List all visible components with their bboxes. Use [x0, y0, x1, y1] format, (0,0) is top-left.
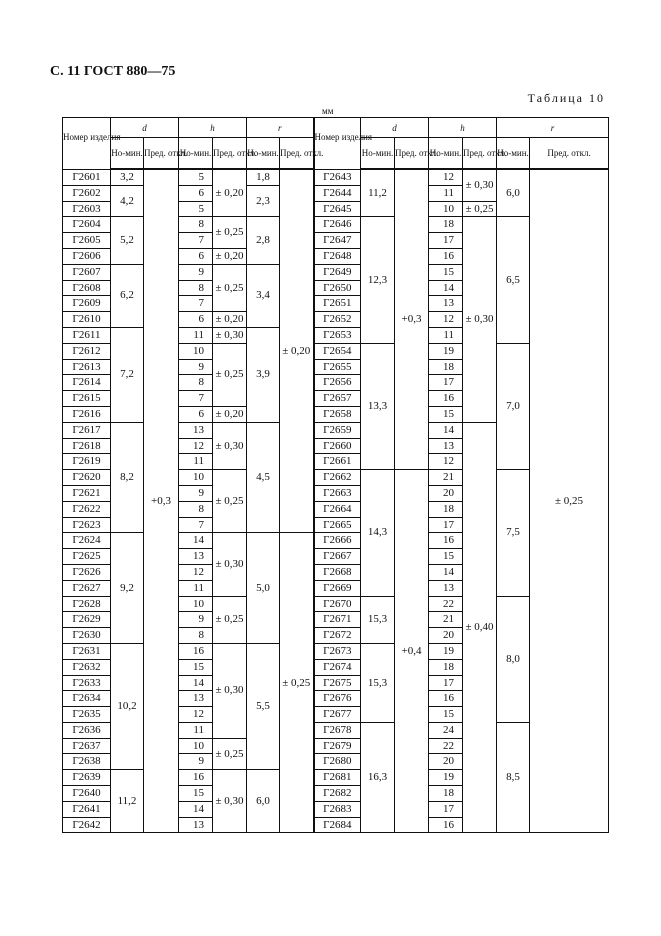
h-nominal: 11 [429, 327, 463, 343]
h-nominal: 7 [179, 517, 213, 533]
item-number: Г2662 [314, 470, 361, 486]
item-number: Г2668 [314, 564, 361, 580]
item-number: Г2620 [63, 470, 111, 486]
item-number: Г2656 [314, 375, 361, 391]
r-nom-cell: 7,5 [497, 470, 530, 596]
h-tol-cell: ± 0,30 [213, 422, 247, 469]
dimensions-table [62, 117, 609, 833]
item-number: Г2638 [63, 754, 111, 770]
h-nominal: 16 [179, 643, 213, 659]
h-tol-cell: ± 0,25 [213, 343, 247, 406]
h-nominal: 8 [179, 375, 213, 391]
item-number: Г2618 [63, 438, 111, 454]
item-number: Г2617 [63, 422, 111, 438]
item-number: Г2621 [63, 485, 111, 501]
h-nominal: 14 [429, 280, 463, 296]
h-nominal: 6 [179, 312, 213, 328]
h-nominal: 17 [429, 233, 463, 249]
h-tol-cell: ± 0,20 [213, 248, 247, 264]
item-number: Г2683 [314, 801, 361, 817]
item-number: Г2601 [63, 169, 111, 185]
item-number: Г2640 [63, 786, 111, 802]
h-nominal: 16 [179, 770, 213, 786]
h-nominal: 5 [179, 201, 213, 217]
header-tolerance: Пред. откл. [144, 138, 179, 170]
r-nom-cell: 8,5 [497, 722, 530, 833]
h-nominal: 9 [179, 264, 213, 280]
d-nom-cell: 10,2 [111, 643, 144, 769]
r-nom-cell: 5,5 [247, 643, 280, 769]
item-number: Г2623 [63, 517, 111, 533]
h-nominal: 9 [179, 754, 213, 770]
h-nominal: 21 [429, 612, 463, 628]
item-number: Г2614 [63, 375, 111, 391]
r-nom-cell: 3,9 [247, 327, 280, 422]
h-nominal: 18 [429, 217, 463, 233]
header-tolerance: Пред. откл. [280, 138, 314, 170]
item-number: Г2648 [314, 248, 361, 264]
item-number: Г2653 [314, 327, 361, 343]
item-number: Г2672 [314, 628, 361, 644]
item-number: Г2647 [314, 233, 361, 249]
item-number: Г2605 [63, 233, 111, 249]
r-tol-cell: ± 0,25 [280, 533, 314, 833]
h-nominal: 13 [429, 438, 463, 454]
h-nominal: 16 [429, 817, 463, 833]
h-nominal: 12 [429, 312, 463, 328]
h-tol-cell: ± 0,20 [213, 406, 247, 422]
d-nom-cell: 5,2 [111, 217, 144, 264]
item-number: Г2633 [63, 675, 111, 691]
h-nominal: 17 [429, 801, 463, 817]
item-number: Г2629 [63, 612, 111, 628]
header-tolerance: Пред. откл. [395, 138, 429, 170]
item-number: Г2630 [63, 628, 111, 644]
item-number: Г2642 [63, 817, 111, 833]
h-nominal: 11 [179, 454, 213, 470]
h-tol-cell: ± 0,25 [463, 201, 497, 217]
item-number: Г2682 [314, 786, 361, 802]
h-nominal: 8 [179, 628, 213, 644]
header-tolerance: Пред. откл. [530, 138, 609, 170]
item-number: Г2602 [63, 185, 111, 201]
item-number: Г2611 [63, 327, 111, 343]
item-number: Г2657 [314, 391, 361, 407]
h-nominal: 9 [179, 359, 213, 375]
item-number: Г2603 [63, 201, 111, 217]
r-tol-cell: ± 0,25 [530, 169, 609, 833]
h-nominal: 14 [429, 564, 463, 580]
h-tol-cell: ± 0,25 [213, 470, 247, 533]
h-nominal: 6 [179, 185, 213, 201]
d-nom-cell: 15,3 [361, 596, 395, 643]
item-number: Г2677 [314, 707, 361, 723]
h-nominal: 12 [429, 169, 463, 185]
d-tol-cell: +0,3 [144, 169, 179, 833]
h-nominal: 18 [429, 786, 463, 802]
item-number: Г2612 [63, 343, 111, 359]
item-number: Г2626 [63, 564, 111, 580]
item-number: Г2680 [314, 754, 361, 770]
header-nominal: Но-мин. [361, 138, 395, 170]
h-tol-cell: ± 0,30 [213, 643, 247, 738]
h-nominal: 17 [429, 375, 463, 391]
h-tol-cell: ± 0,30 [213, 770, 247, 833]
header-d-right: d [361, 118, 429, 138]
header-nominal: Но-мин. [247, 138, 280, 170]
h-tol-cell: ± 0,20 [213, 169, 247, 217]
h-tol-cell: ± 0,30 [213, 327, 247, 343]
h-tol-cell: ± 0,25 [213, 217, 247, 249]
r-nom-cell: 8,0 [497, 596, 530, 722]
h-tol-cell: ± 0,30 [213, 533, 247, 596]
d-nom-cell: 3,2 [111, 169, 144, 185]
h-nominal: 15 [429, 549, 463, 565]
h-nominal: 16 [429, 691, 463, 707]
item-number: Г2679 [314, 738, 361, 754]
item-number: Г2644 [314, 185, 361, 201]
item-number: Г2651 [314, 296, 361, 312]
r-nom-cell: 2,3 [247, 185, 280, 217]
h-nominal: 16 [429, 248, 463, 264]
item-number: Г2650 [314, 280, 361, 296]
r-nom-cell: 1,8 [247, 169, 280, 185]
h-nominal: 9 [179, 485, 213, 501]
header-d-left: d [111, 118, 179, 138]
h-nominal: 9 [179, 612, 213, 628]
item-number: Г2607 [63, 264, 111, 280]
item-number: Г2608 [63, 280, 111, 296]
d-tol-cell: +0,4 [395, 470, 429, 833]
h-nominal: 19 [429, 343, 463, 359]
h-nominal: 13 [429, 296, 463, 312]
item-number: Г2610 [63, 312, 111, 328]
item-number: Г2613 [63, 359, 111, 375]
h-nominal: 12 [429, 454, 463, 470]
h-nominal: 6 [179, 248, 213, 264]
h-nominal: 12 [179, 707, 213, 723]
item-number: Г2625 [63, 549, 111, 565]
item-number: Г2663 [314, 485, 361, 501]
item-number: Г2652 [314, 312, 361, 328]
item-number: Г2673 [314, 643, 361, 659]
header-number-right: Номер изделия [314, 118, 361, 170]
h-nominal: 13 [179, 549, 213, 565]
h-nominal: 19 [429, 643, 463, 659]
h-nominal: 10 [179, 738, 213, 754]
d-nom-cell: 4,2 [111, 185, 144, 217]
header-number-left: Номер изделия [63, 118, 111, 170]
item-number: Г2670 [314, 596, 361, 612]
h-nominal: 22 [429, 738, 463, 754]
item-number: Г2636 [63, 722, 111, 738]
h-nominal: 10 [179, 470, 213, 486]
h-nominal: 20 [429, 628, 463, 644]
item-number: Г2659 [314, 422, 361, 438]
item-number: Г2660 [314, 438, 361, 454]
units-label: мм [322, 106, 334, 116]
item-number: Г2624 [63, 533, 111, 549]
item-number: Г2622 [63, 501, 111, 517]
d-nom-cell: 15,3 [361, 643, 395, 722]
item-number: Г2661 [314, 454, 361, 470]
item-number: Г2643 [314, 169, 361, 185]
h-nominal: 13 [179, 817, 213, 833]
d-nom-cell: 14,3 [361, 470, 395, 596]
header-h-left: h [179, 118, 247, 138]
item-number: Г2631 [63, 643, 111, 659]
header-nominal: Но-мин. [497, 138, 530, 170]
item-number: Г2671 [314, 612, 361, 628]
d-nom-cell: 8,2 [111, 422, 144, 533]
table-row [63, 169, 609, 185]
h-nominal: 14 [179, 533, 213, 549]
h-nominal: 5 [179, 169, 213, 185]
h-tol-cell: ± 0,25 [213, 596, 247, 643]
h-nominal: 11 [179, 327, 213, 343]
h-nominal: 7 [179, 391, 213, 407]
h-nominal: 15 [429, 264, 463, 280]
h-nominal: 24 [429, 722, 463, 738]
item-number: Г2619 [63, 454, 111, 470]
h-tol-cell: ± 0,25 [213, 738, 247, 770]
d-tol-cell: +0,3 [395, 169, 429, 470]
h-nominal: 18 [429, 501, 463, 517]
h-nominal: 8 [179, 280, 213, 296]
header-r-left: r [247, 118, 314, 138]
item-number: Г2681 [314, 770, 361, 786]
d-nom-cell: 7,2 [111, 327, 144, 422]
table-caption: Таблица 10 [527, 91, 605, 105]
item-number: Г2639 [63, 770, 111, 786]
h-nominal: 8 [179, 501, 213, 517]
item-number: Г2684 [314, 817, 361, 833]
h-nominal: 12 [179, 438, 213, 454]
h-nominal: 13 [429, 580, 463, 596]
h-tol-cell: ± 0,40 [463, 422, 497, 833]
r-nom-cell: 7,0 [497, 343, 530, 469]
item-number: Г2664 [314, 501, 361, 517]
h-tol-cell: ± 0,30 [463, 169, 497, 201]
r-nom-cell: 2,8 [247, 217, 280, 264]
h-nominal: 6 [179, 406, 213, 422]
h-tol-cell: ± 0,20 [213, 312, 247, 328]
item-number: Г2616 [63, 406, 111, 422]
header-tolerance: Пред. откл. [463, 138, 497, 170]
item-number: Г2641 [63, 801, 111, 817]
d-nom-cell: 11,2 [111, 770, 144, 833]
h-nominal: 11 [429, 185, 463, 201]
item-number: Г2628 [63, 596, 111, 612]
item-number: Г2604 [63, 217, 111, 233]
r-nom-cell: 6,0 [247, 770, 280, 833]
item-number: Г2645 [314, 201, 361, 217]
h-nominal: 8 [179, 217, 213, 233]
item-number: Г2635 [63, 707, 111, 723]
item-number: Г2627 [63, 580, 111, 596]
h-nominal: 15 [179, 786, 213, 802]
h-nominal: 10 [429, 201, 463, 217]
h-nominal: 16 [429, 391, 463, 407]
r-nom-cell: 5,0 [247, 533, 280, 644]
h-nominal: 20 [429, 754, 463, 770]
h-nominal: 13 [179, 691, 213, 707]
h-nominal: 15 [429, 406, 463, 422]
h-nominal: 14 [179, 675, 213, 691]
h-nominal: 17 [429, 517, 463, 533]
item-number: Г2658 [314, 406, 361, 422]
item-number: Г2637 [63, 738, 111, 754]
d-nom-cell: 11,2 [361, 169, 395, 217]
h-nominal: 11 [179, 722, 213, 738]
item-number: Г2667 [314, 549, 361, 565]
item-number: Г2675 [314, 675, 361, 691]
item-number: Г2646 [314, 217, 361, 233]
item-number: Г2655 [314, 359, 361, 375]
header-nominal: Но-мин. [179, 138, 213, 170]
item-number: Г2665 [314, 517, 361, 533]
item-number: Г2634 [63, 691, 111, 707]
h-nominal: 7 [179, 296, 213, 312]
h-nominal: 10 [179, 343, 213, 359]
h-nominal: 7 [179, 233, 213, 249]
h-nominal: 18 [429, 659, 463, 675]
d-nom-cell: 16,3 [361, 722, 395, 833]
item-number: Г2674 [314, 659, 361, 675]
header-nominal: Но-мин. [429, 138, 463, 170]
item-number: Г2654 [314, 343, 361, 359]
header-r-right: r [497, 118, 609, 138]
r-nom-cell: 6,5 [497, 217, 530, 343]
h-nominal: 15 [179, 659, 213, 675]
item-number: Г2669 [314, 580, 361, 596]
r-nom-cell: 6,0 [497, 169, 530, 217]
h-nominal: 15 [429, 707, 463, 723]
h-nominal: 16 [429, 533, 463, 549]
h-nominal: 19 [429, 770, 463, 786]
item-number: Г2666 [314, 533, 361, 549]
h-nominal: 11 [179, 580, 213, 596]
header-h-right: h [429, 118, 497, 138]
d-nom-cell: 12,3 [361, 217, 395, 343]
h-tol-cell: ± 0,30 [463, 217, 497, 422]
r-tol-cell: ± 0,20 [280, 169, 314, 533]
r-nom-cell: 3,4 [247, 264, 280, 327]
item-number: Г2632 [63, 659, 111, 675]
h-nominal: 20 [429, 485, 463, 501]
item-number: Г2609 [63, 296, 111, 312]
h-nominal: 18 [429, 359, 463, 375]
r-nom-cell: 4,5 [247, 422, 280, 533]
header-nominal: Но-мин. [111, 138, 144, 170]
h-nominal: 13 [179, 422, 213, 438]
item-number: Г2649 [314, 264, 361, 280]
h-nominal: 22 [429, 596, 463, 612]
page-title: С. 11 ГОСТ 880—75 [50, 64, 176, 79]
h-nominal: 21 [429, 470, 463, 486]
h-tol-cell: ± 0,25 [213, 264, 247, 311]
d-nom-cell: 9,2 [111, 533, 144, 644]
header-tolerance: Пред. откл. [213, 138, 247, 170]
h-nominal: 14 [179, 801, 213, 817]
item-number: Г2615 [63, 391, 111, 407]
h-nominal: 12 [179, 564, 213, 580]
h-nominal: 14 [429, 422, 463, 438]
item-number: Г2676 [314, 691, 361, 707]
h-nominal: 10 [179, 596, 213, 612]
d-nom-cell: 6,2 [111, 264, 144, 327]
item-number: Г2678 [314, 722, 361, 738]
d-nom-cell: 13,3 [361, 343, 395, 469]
h-nominal: 17 [429, 675, 463, 691]
item-number: Г2606 [63, 248, 111, 264]
